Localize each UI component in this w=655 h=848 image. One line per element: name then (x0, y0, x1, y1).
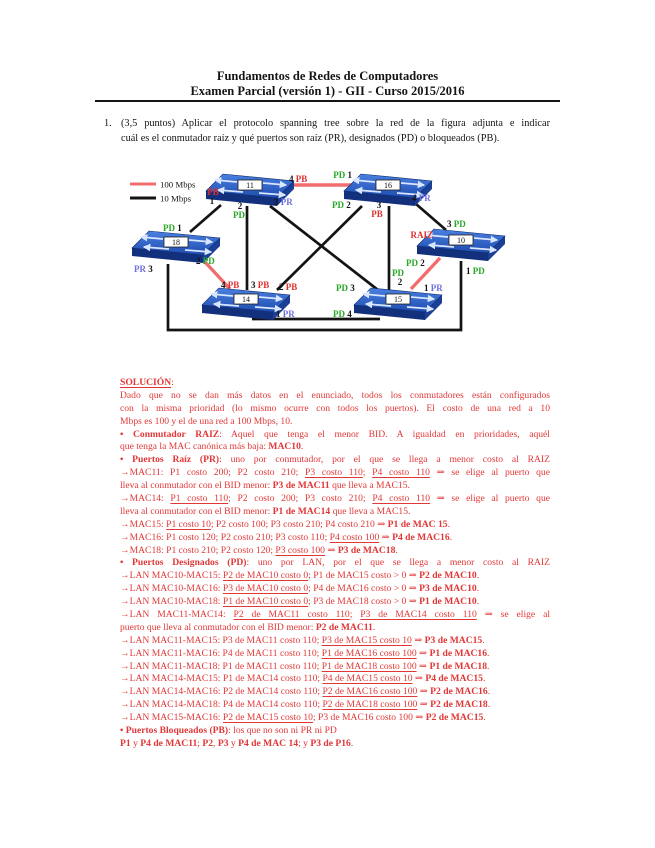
solution-line-17: →LAN MAC10-MAC16: P3 de MAC10 costo 0; P4 de MAC16 costo > 0 ⇒ P3 de MAC10. (120, 583, 480, 595)
port-sw11-p4: 4 PB (289, 174, 308, 184)
question-line-1: (3,5 puntos) Aplicar el protocolo spanning tree sobre la red de la figura adjunta e indicar (121, 118, 550, 129)
solution-line-1: SOLUCIÓN: (120, 377, 174, 388)
port-sw18-p2: 2 PD (196, 256, 215, 266)
port-sw14-p2: 2 PB (279, 282, 298, 292)
question-number: 1. (104, 118, 112, 129)
port-sw18-p1: PD 1 (163, 223, 182, 233)
solution-line-23: →LAN MAC11-MAC18: P1 de MAC11 costo 110; P1 de MAC18 costo 100 ⇒ P1 de MAC18. (120, 660, 490, 672)
solution-line-7: • Puertos Raíz (PR): uno por conmutador, por el que se llega a menor costo al RAIZ (120, 454, 550, 466)
port-sw14-p1: 1 PR (276, 309, 295, 319)
port-sw14-p4: 4 PB (221, 280, 240, 290)
question-item (104, 117, 550, 146)
solution-line-6: que tenga la MAC canónica más baja: MAC10. (120, 441, 304, 453)
solution-line-4: Mbps es 100 y el de una red a 100 Mbps, 10. (120, 415, 293, 427)
question-line-2: cuál es el conmutador raíz y qué puertos son raíz (PR), designados (PD) o bloqueados (PB). (121, 132, 500, 144)
solution-line-9: lleva al conmutador con el BID menor: P3 de MAC11 que lleva a MAC15. (120, 480, 410, 492)
solution-line-22: →LAN MAC11-MAC16: P4 de MAC11 costo 110; P1 de MAC16 costo 100 ⇒ P1 de MAC16. (120, 647, 490, 659)
port-sw10-p1: 1 PD (466, 266, 485, 276)
switch-id-label: 11 (246, 181, 254, 190)
solution-line-16: →LAN MAC10-MAC15: P2 de MAC10 costo 0; P1 de MAC15 costo > 0 ⇒ P2 de MAC10. (120, 570, 480, 582)
solution-line-25: →LAN MAC14-MAC16: P2 de MAC14 costo 110; P2 de MAC16 costo 100 ⇒ P2 de MAC16. (120, 686, 491, 698)
port-sw10-p3: 3 PD (447, 219, 466, 229)
port-sw14-p3: 3 PB (251, 280, 270, 290)
port-sw16-p1: PD 1 (333, 170, 352, 180)
port-sw11-p3: 3 PR (274, 197, 293, 207)
port-sw11-p1-role: PB (207, 187, 219, 197)
port-sw15-p1: 1 PR (424, 283, 443, 293)
solution-line-20: puerto que lleva al conmutador con el BID menor: P2 de MAC11. (120, 621, 376, 633)
switch-id-label: 14 (242, 295, 250, 304)
solution-section (120, 377, 550, 751)
solution-line-21: →LAN MAC11-MAC15: P3 de MAC11 costo 110; P3 de MAC15 costo 10 ⇒ P3 de MAC15. (120, 634, 485, 646)
switch-id-label: 16 (384, 181, 392, 190)
port-sw16-p3-role: PB (371, 209, 383, 219)
port-sw15-p2-num: 2 (397, 277, 403, 287)
solution-line-18: →LAN MAC10-MAC18: P1 de MAC10 costo 0; P3 de MAC18 costo > 0 ⇒ P1 de MAC10. (120, 596, 480, 608)
solution-line-3: con la misma prioridad (lo mismo ocurre con todos los puertos). El costo de una red a 10 (120, 402, 550, 414)
port-sw18-p3: PR 3 (134, 264, 153, 274)
solution-line-13: →MAC16: P1 costo 120; P2 costo 210; P3 costo 110; P4 costo 100 ⇒ P4 de MAC16. (120, 531, 453, 543)
document-header (96, 69, 559, 99)
port-sw16-p2: PD 2 (332, 200, 351, 210)
solution-line-8: →MAC11: P1 costo 200; P2 costo 210; P3 costo 110; P4 costo 110 ⇒ se elige al puerto que (120, 467, 550, 479)
link-sw11-sw18 (190, 205, 221, 232)
port-sw15-p2-role: PD (392, 268, 404, 278)
solution-line-24: →LAN MAC14-MAC15: P1 de MAC14 costo 110; P4 de MAC15 costo 10 ⇒ P4 de MAC15. (120, 673, 486, 685)
legend-item-2 (130, 194, 192, 204)
header-subtitle: Examen Parcial (versión 1) - GII - Curso 2015/2016 (190, 84, 465, 98)
link-sw11-sw15 (270, 206, 378, 290)
question-text (121, 117, 550, 146)
solution-line-10: →MAC14: P1 costo 110; P2 costo 200; P3 costo 210; P4 costo 110 ⇒ se elige al puerto que (120, 493, 550, 505)
link-sw16-sw10 (416, 204, 446, 230)
switch-id-label: 15 (394, 295, 402, 304)
legend-label: 100 Mbps (160, 179, 196, 190)
solution-line-14: →MAC18: P1 costo 210; P2 costo 120; P3 costo 100 ⇒ P3 de MAC18. (120, 544, 398, 556)
header-rule (95, 100, 560, 102)
solution-line-11: lleva al conmutador con el BID menor: P1 de MAC14 que lleva a MAC15. (120, 505, 411, 517)
port-sw16-p4: 4 PR (412, 193, 431, 203)
legend-label: 10 Mbps (160, 193, 192, 204)
link-sw16-sw14 (277, 206, 362, 290)
switch-id-label: 10 (457, 236, 465, 245)
solution-line-19: →LAN MAC11-MAC14: P2 de MAC11 costo 110; P3 de MAC14 costo 110 ⇒ se elige al (120, 609, 550, 621)
solution-line-12: →MAC15: P1 costo 10; P2 costo 100; P3 costo 210; P4 costo 210 ⇒ P1 de MAC 15. (120, 518, 450, 530)
port-sw11-p2-role: PD (233, 210, 245, 220)
legend-item-1 (130, 180, 196, 190)
port-sw15-p4: PD 4 (333, 309, 352, 319)
port-sw15-p3: PD 3 (336, 283, 355, 293)
solution-line-2: Dado que no se dan más datos en el enunciado, todos los conmutadores están configurados (120, 389, 550, 401)
header-title: Fundamentos de Redes de Computadores (216, 69, 439, 83)
solution-line-26: →LAN MAC14-MAC18: P4 de MAC14 costo 110; P2 de MAC18 costo 100 ⇒ P2 de MAC18. (120, 699, 491, 711)
port-sw10-p2: PD 2 (406, 258, 425, 268)
port-sw11-p2-num: 2 (237, 201, 243, 211)
solution-line-5: • Conmutador RAIZ: Aquel que tenga el menor BID. A igualdad en prioridades, aquél (120, 428, 550, 440)
solution-line-27: →LAN MAC15-MAC16: P2 de MAC15 costo 10; P3 de MAC16 costo 100 ⇒ P2 de MAC15. (120, 712, 486, 724)
solution-line-29: P1 y P4 de MAC11; P2, P3 y P4 de MAC 14; y P3 de P16. (120, 737, 354, 749)
port-sw16-p3-num: 3 (376, 200, 382, 210)
switch-id-label: 18 (172, 238, 180, 247)
solution-line-28: • Puertos Bloqueados (PB): los que no son ni PR ni PD (120, 725, 337, 737)
solution-line-15: • Puertos Designados (PD): uno por LAN, por el que se llega a menor costo al RAIZ (120, 557, 550, 569)
root-label: RAIZ (410, 230, 433, 240)
port-sw11-p1-num: 1 (209, 196, 215, 206)
network-diagram (0, 160, 655, 365)
